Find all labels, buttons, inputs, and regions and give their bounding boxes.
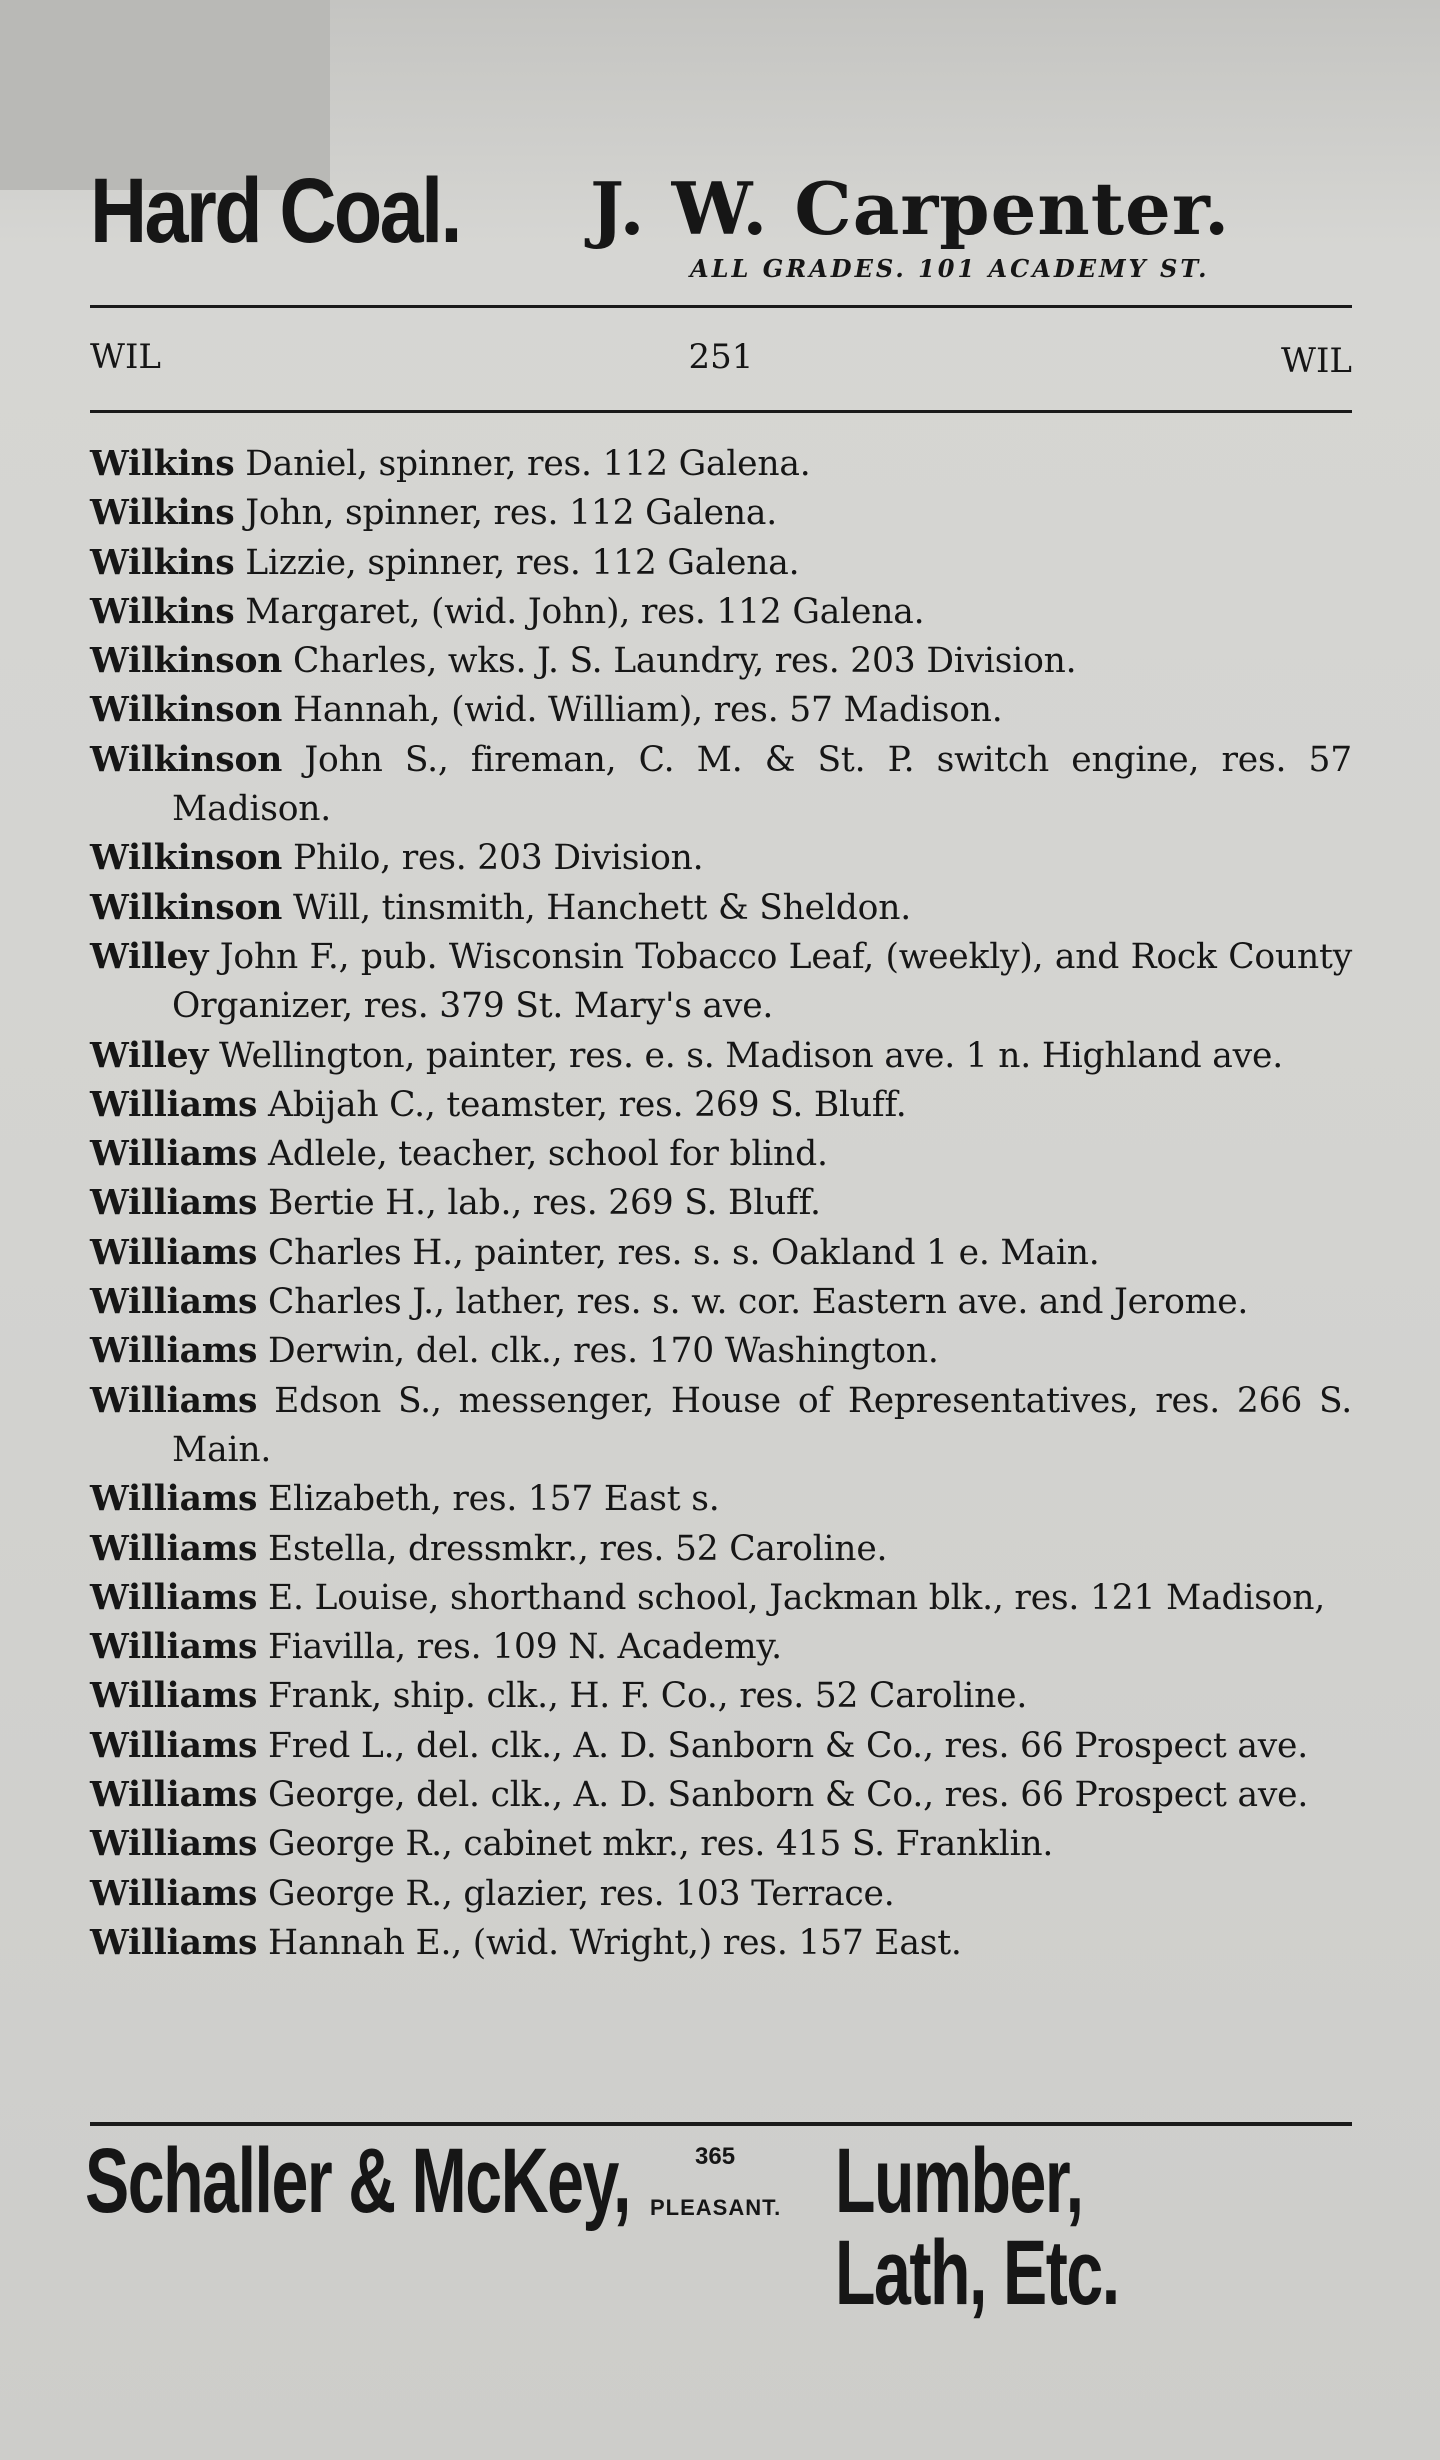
entry-surname: Wilkins bbox=[90, 591, 235, 632]
entry-surname: Williams bbox=[90, 1775, 258, 1816]
entry-surname: Willey bbox=[90, 936, 209, 977]
directory-entry bbox=[90, 1672, 1352, 1721]
entry-details: Margaret, (wid. John), res. 112 Galena. bbox=[245, 591, 925, 632]
directory-entry bbox=[90, 736, 1352, 835]
directory-entry bbox=[90, 1179, 1352, 1228]
entry-surname: Wilkinson bbox=[90, 739, 283, 780]
footer-rule bbox=[90, 2122, 1352, 2126]
entry-surname: Wilkinson bbox=[90, 641, 283, 682]
entry-surname: Wilkins bbox=[90, 493, 235, 534]
entry-surname: Williams bbox=[90, 1183, 258, 1224]
entry-details: Derwin, del. clk., res. 170 Washington. bbox=[268, 1331, 939, 1372]
directory-entry bbox=[90, 1081, 1352, 1130]
entry-surname: Williams bbox=[90, 1232, 258, 1273]
entry-details: Bertie H., lab., res. 269 S. Bluff. bbox=[268, 1183, 821, 1224]
entry-surname: Williams bbox=[90, 1873, 258, 1914]
directory-entry bbox=[90, 933, 1352, 1032]
entry-details: Charles, wks. J. S. Laundry, res. 203 Division. bbox=[292, 641, 1077, 682]
entry-surname: Williams bbox=[90, 1577, 258, 1618]
entry-surname: Williams bbox=[90, 1528, 258, 1569]
entry-details: E. Louise, shorthand school, Jackman blk., res. 121 Madison, bbox=[268, 1577, 1326, 1618]
directory-entry bbox=[90, 1327, 1352, 1376]
entry-surname: Williams bbox=[90, 1282, 258, 1323]
entry-details: Lizzie, spinner, res. 112 Galena. bbox=[245, 542, 800, 583]
entry-details: Abijah C., teamster, res. 269 S. Bluff. bbox=[268, 1084, 907, 1125]
entry-surname: Wilkinson bbox=[90, 690, 283, 731]
directory-entry bbox=[90, 637, 1352, 686]
directory-entry bbox=[90, 1229, 1352, 1278]
entry-details: Daniel, spinner, res. 112 Galena. bbox=[245, 444, 811, 484]
directory-entry bbox=[90, 588, 1352, 637]
directory-entry bbox=[90, 1475, 1352, 1524]
entry-surname: Williams bbox=[90, 1331, 258, 1372]
directory-entry bbox=[90, 1820, 1352, 1869]
ad-subline: ALL GRADES. 101 ACADEMY ST. bbox=[690, 254, 1210, 283]
entry-details: John S., fireman, C. M. & St. P. switch engine, res. 57 Madison. bbox=[172, 739, 1352, 830]
entry-details: Hannah E., (wid. Wright,) res. 157 East. bbox=[268, 1922, 962, 1963]
directory-entry bbox=[90, 1574, 1352, 1623]
footer-address-number: 365 bbox=[695, 2143, 736, 2170]
entry-details: Adlele, teacher, school for blind. bbox=[268, 1134, 828, 1175]
entry-surname: Williams bbox=[90, 1380, 258, 1421]
entry-details: Edson S., messenger, House of Representatives, res. 266 S. Main. bbox=[172, 1380, 1352, 1470]
directory-entry bbox=[90, 834, 1352, 883]
directory-entry bbox=[90, 440, 1352, 489]
entry-surname: Williams bbox=[90, 1084, 258, 1125]
entry-details: Philo, res. 203 Division. bbox=[292, 838, 704, 879]
entry-surname: Wilkins bbox=[90, 542, 235, 583]
entry-details: Elizabeth, res. 157 East s. bbox=[268, 1479, 720, 1520]
entry-details: Wellington, painter, res. e. s. Madison ave. 1 n. Highland ave. bbox=[219, 1035, 1283, 1076]
directory-entry bbox=[90, 1919, 1352, 1968]
entry-surname: Willey bbox=[90, 1035, 209, 1076]
footer-products: Lumber, Lath, Etc. bbox=[835, 2130, 1119, 2324]
entry-details: Fred L., del. clk., A. D. Sanborn & Co., res. 66 Prospect ave. bbox=[268, 1725, 1308, 1766]
entry-surname: Williams bbox=[90, 1676, 258, 1717]
directory-entry bbox=[90, 1525, 1352, 1574]
ad-product-heading: Hard Coal. bbox=[90, 160, 460, 262]
footer-business-name: Schaller & McKey, bbox=[85, 2130, 630, 2232]
directory-entry bbox=[90, 884, 1352, 933]
entry-details: George R., cabinet mkr., res. 415 S. Franklin. bbox=[268, 1824, 1054, 1865]
directory-entry bbox=[90, 1623, 1352, 1672]
footer-address-street: PLEASANT. bbox=[650, 2195, 782, 2220]
entry-details: Will, tinsmith, Hanchett & Sheldon. bbox=[292, 887, 911, 928]
entry-surname: Williams bbox=[90, 1725, 258, 1766]
directory-entry bbox=[90, 1032, 1352, 1081]
entry-details: Hannah, (wid. William), res. 57 Madison. bbox=[292, 690, 1003, 731]
directory-entry bbox=[90, 539, 1352, 588]
directory-entries bbox=[90, 440, 1352, 1968]
running-head-rule bbox=[90, 410, 1352, 413]
entry-details: Charles J., lather, res. s. w. cor. Eastern ave. and Jerome. bbox=[268, 1282, 1249, 1323]
running-head-left: WIL bbox=[90, 337, 161, 377]
entry-details: Fiavilla, res. 109 N. Academy. bbox=[268, 1627, 782, 1668]
directory-entry bbox=[90, 1771, 1352, 1820]
entry-details: Estella, dressmkr., res. 52 Caroline. bbox=[268, 1528, 888, 1569]
running-head bbox=[90, 337, 1352, 387]
entry-details: George, del. clk., A. D. Sanborn & Co., res. 66 Prospect ave. bbox=[268, 1775, 1309, 1816]
header-advertisement bbox=[90, 160, 1350, 315]
entry-details: John F., pub. Wisconsin Tobacco Leaf, (weekly), and Rock County Organizer, res. 379 St. Mary's ave. bbox=[172, 936, 1352, 1027]
entry-surname: Wilkinson bbox=[90, 887, 283, 928]
entry-surname: Williams bbox=[90, 1824, 258, 1865]
entry-details: Charles H., painter, res. s. s. Oakland 1 e. Main. bbox=[268, 1232, 1100, 1273]
page-number: 251 bbox=[688, 337, 754, 377]
directory-entry bbox=[90, 1722, 1352, 1771]
entry-surname: Wilkinson bbox=[90, 838, 283, 879]
entry-surname: Wilkins bbox=[90, 444, 235, 484]
entry-surname: Williams bbox=[90, 1627, 258, 1668]
entry-surname: Williams bbox=[90, 1479, 258, 1520]
entry-details: Frank, ship. clk., H. F. Co., res. 52 Caroline. bbox=[268, 1676, 1028, 1717]
entry-details: George R., glazier, res. 103 Terrace. bbox=[268, 1873, 895, 1914]
directory-entry bbox=[90, 686, 1352, 735]
entry-surname: Williams bbox=[90, 1134, 258, 1175]
entry-details: John, spinner, res. 112 Galena. bbox=[245, 493, 778, 534]
directory-entry bbox=[90, 1870, 1352, 1919]
header-rule bbox=[90, 305, 1352, 308]
directory-entry bbox=[90, 489, 1352, 538]
running-head-right: WIL bbox=[1281, 341, 1352, 381]
directory-entry bbox=[90, 1130, 1352, 1179]
footer-advertisement bbox=[85, 2130, 1355, 2324]
ad-business-name: J. W. Carpenter. bbox=[590, 166, 1231, 251]
entry-surname: Williams bbox=[90, 1922, 258, 1963]
directory-entry bbox=[90, 1278, 1352, 1327]
directory-entry bbox=[90, 1377, 1352, 1476]
